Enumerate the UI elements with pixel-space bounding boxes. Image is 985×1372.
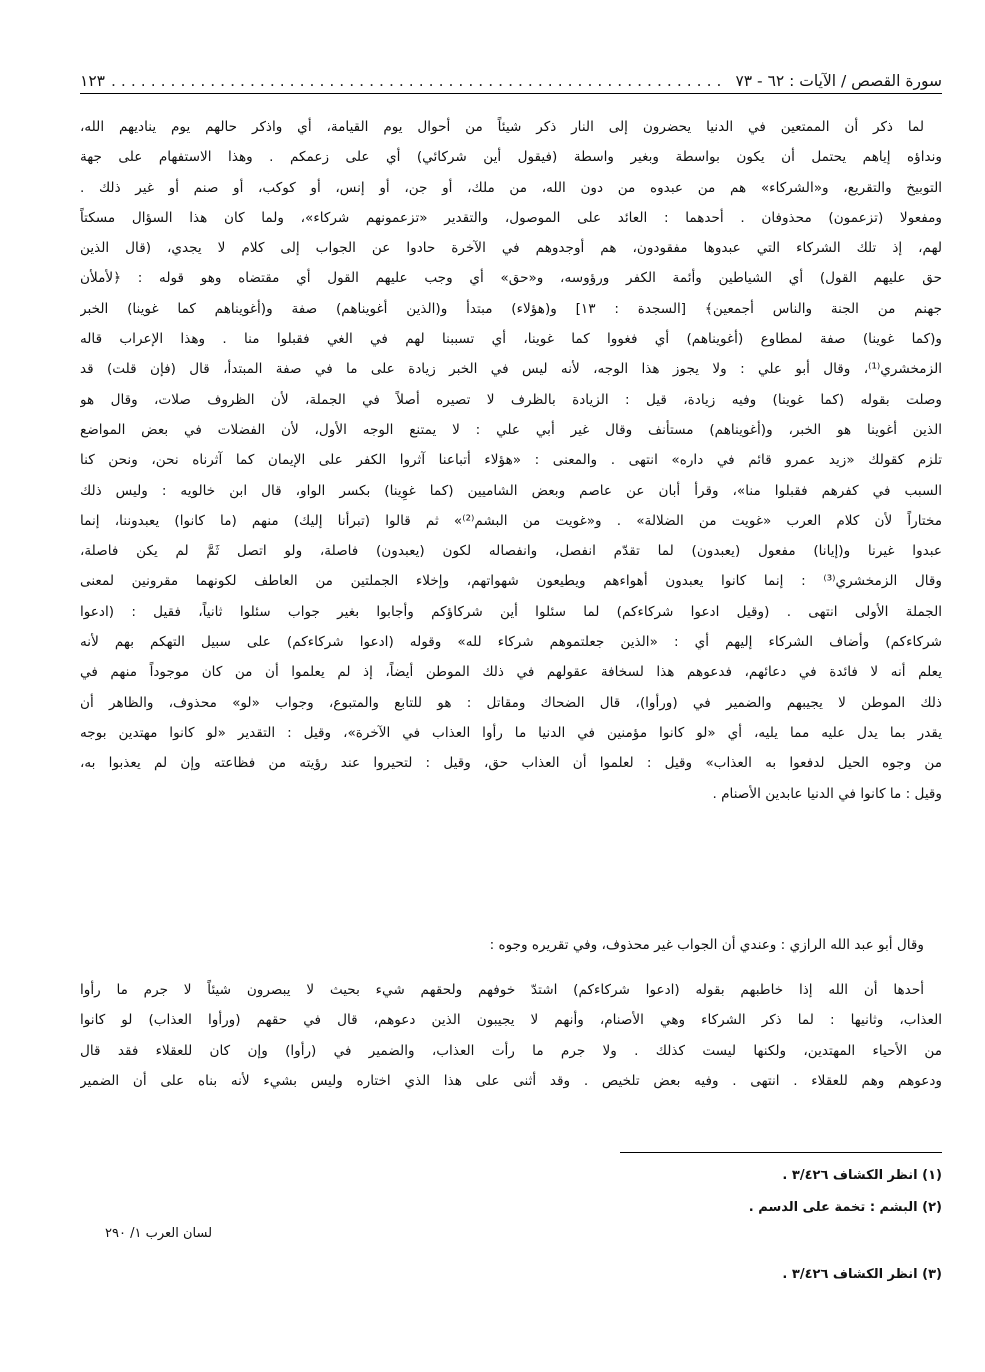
text-line: لما ذكر أن الممتعين في الدنيا يحضرون إلى النار ذكر شيئاً من أحوال يوم القيامة، أي واذكر حالهم يوم يناديهم الله، xyxy=(80,119,924,135)
text-line: وصلت بقوله (كما غوينا) وفيه زيادة، قيل : الزيادة بالظرف لا تصيره أصلاً في الجملة، لأن الظروف صلات، وقال هو xyxy=(80,391,942,408)
text-line: الزمخشري⁽¹⁾، وقال أبو علي : ولا يجوز هذا الوجه، لأنه ليس في الخبر زيادة على ما في صفة المبتدأ، قال (فإن قلت) قد xyxy=(80,361,942,378)
text-line: وقال الزمخشري⁽³⁾ : إنما كانوا يعبدون أهواءهم ويطيعون شهواتهم، وإخلاء الجملتين من العاطف لكونهما مقرونين لمعنى xyxy=(80,573,942,590)
text-line: لهم، إذ تلك الشركاء التي عبدوها مفقودون، هم أوجدوهم في الآخرة حادوا عن الجواب إلى كلام لا يجدي، (قال الذين xyxy=(80,240,942,257)
text-line: من وجوه الحيل لدفعوا به العذاب» وقيل : لعلموا أن العذاب حق، وقيل : لتحيروا عند رؤيته من فظاعته وإن لم يعذبوا به، xyxy=(80,755,942,772)
text-line: وقال أبو عبد الله الرازي : وعندي أن الجواب غير محذوف، وفي تقريره وجوه : xyxy=(489,937,924,953)
text-line: ونداؤه إياهم يحتمل أن يكون بواسطة وبغير واسطة (فيقول أين شركائي) أي على زعمكم . وهذا الاستفهام على جهة xyxy=(80,149,942,166)
text-line: الجملة الأولى انتهى . (وقيل ادعوا شركاءكم) لما سئلوا أين شركاؤكم وأجابوا بغير جواب سئلوا ثانياً، فقيل : (ادعوا xyxy=(80,603,942,620)
text-line: العذاب، وثانيها : لما ذكر الشركاء وهي الأصنام، وأنهم لا يجيبون الذين دعوهم، قال في حقهم (ورأوا العذاب) لو كانوا xyxy=(80,1012,942,1029)
running-header-title: سورة القصص / الآيات : ٦٢ - ٧٣ xyxy=(735,72,942,90)
text-line: أحدها أن الله إذا خاطبهم بقوله (ادعوا شركاءكم) اشتدّ خوفهم ولحقهم شيء بحيث لا يبصرون شيئاً لا جرم ما رأوا xyxy=(80,982,924,998)
text-line: من الأحياء المهتدين، ولكنها ليست كذلك . ولا جرم ما رأت العذاب، والضمير في (رأوا) وإن كان للعقلاء فقد قال xyxy=(80,1042,942,1059)
text-line: وقيل : ما كانوا في الدنيا عابدين الأصنام . xyxy=(712,785,942,802)
header-rule xyxy=(80,93,942,94)
text-line: حق عليهم القول) أي الشياطين وأئمة الكفر ورؤوسه، و«حق» أي وجب عليهم القول أي مقتضاه وهو قوله : ﴿لأملأن xyxy=(80,270,942,287)
page-number: ١٢٣ xyxy=(80,72,105,90)
footnote-2: (٢) البشم : تخمة على الدسم . xyxy=(748,1200,942,1215)
text-line: تلزم كقولك «زيد عمرو قائم في داره» انتهى . والمعنى : «هؤلاء أتباعنا آثروا الكفر على الإيمان كما آثرناه نحن، ونحن كنا xyxy=(80,452,942,469)
paragraph-1 xyxy=(80,112,942,809)
text-line: و(كما غوينا) صفة لمطاوع (أغويناهم) أي فغووا كما غوينا، أي تسببنا لهم في الغي فقبلوا منا . وهذا الإعراب قاله xyxy=(80,331,942,348)
text-line: ودعوهم وهم للعقلاء . انتهى . وفيه بعض تلخيص . وقد أثنى على هذا الذي اختاره وليس بشيء لأنه بناه على أن الضمير xyxy=(80,1072,942,1089)
text-line: يقدر بما يدل عليه مما يليه، أي «لو كانوا مؤمنين في الدنيا ما رأوا العذاب في الآخرة»، وقيل : التقدير «لو كانوا مهتدين بوجه xyxy=(80,724,942,741)
text-line: ومفعولا (تزعمون) محذوفان . أحدهما : العائد على الموصول، والتقدير «تزعمونهم شركاء»، ولما كان هذا السؤال مسكتاً xyxy=(80,209,942,226)
running-header-leader-dots: .............................................................. xyxy=(110,72,727,90)
text-line: ذلك الموطن لا يجيبهم والضمير في (ورأوا)، قال الضحاك ومقاتل : هو للتابع والمتبوع، وجواب «لو» محذوف، والظاهر أن xyxy=(80,694,942,711)
text-line: جهنم من الجنة والناس أجمعين﴾ [السجدة : ١٣] و(هؤلاء) مبتدأ و(الذين أغويناهم) صفة و(أغويناهم كما غوينا) الخبر xyxy=(80,300,942,317)
paragraph-3 xyxy=(80,975,942,1096)
text-line: عبدوا غيرنا و(إيانا) مفعول (يعبدون) لما تقدّم انفصل، وانفصاله لكون (يعبدون) فاصلة، ولو اتصل ثَمَّ لم يكن فاصلة، xyxy=(80,543,942,560)
text-line: الذين أغوينا هو الخبر، و(أغويناهم) مستأنف وقال غير أبي علي : لا يمتنع الوجه الأول، لأن الفضلات في بعض المواضع xyxy=(80,421,942,438)
footnote-3: (٣) انظر الكشاف ٣/٤٢٦ . xyxy=(782,1267,942,1282)
text-line: يعلم أنه لا فائدة في دعائهم، فدعوهم هذا لسخافة عقولهم في ذلك الموطن أيضاً، إذ لم يعلموا أن من كان موجوداً منهم في xyxy=(80,664,942,681)
footnote-rule xyxy=(620,1152,942,1153)
footnote-side-note: لسان العرب ١/ ٢٩٠ xyxy=(105,1226,213,1241)
paragraph-2 xyxy=(80,930,942,960)
text-line: السبب في كفرهم فقبلوا منا»، وقرأ أبان عن عاصم وبعض الشاميين (كما غوِينا) بكسر الواو، قال ابن خالويه : وليس ذلك xyxy=(80,482,942,499)
text-line: التوبيخ والتقريع، و«الشركاء» هم من عبدوه من دون الله، من ملك، أو جن، أو إنس، أو كوكب، أو صنم أو غير ذلك . xyxy=(80,179,942,196)
text-line: شركاءكم) وأضاف الشركاء إليهم أي : «الذين جعلتموهم شركاء لله» وقوله (ادعوا شركاءكم) على سبيل التهكم بهم لأنه xyxy=(80,634,942,651)
text-line: مختاراً لأن كلام العرب «غويت من الضلالة» . و«غويت من البشم⁽²⁾» ثم قالوا (تبرأنا إليك) منهم (ما كانوا) يعبدوننا، إنما xyxy=(80,512,942,529)
running-header xyxy=(80,64,942,90)
footnote-1: (١) انظر الكشاف ٣/٤٢٦ . xyxy=(782,1168,942,1183)
